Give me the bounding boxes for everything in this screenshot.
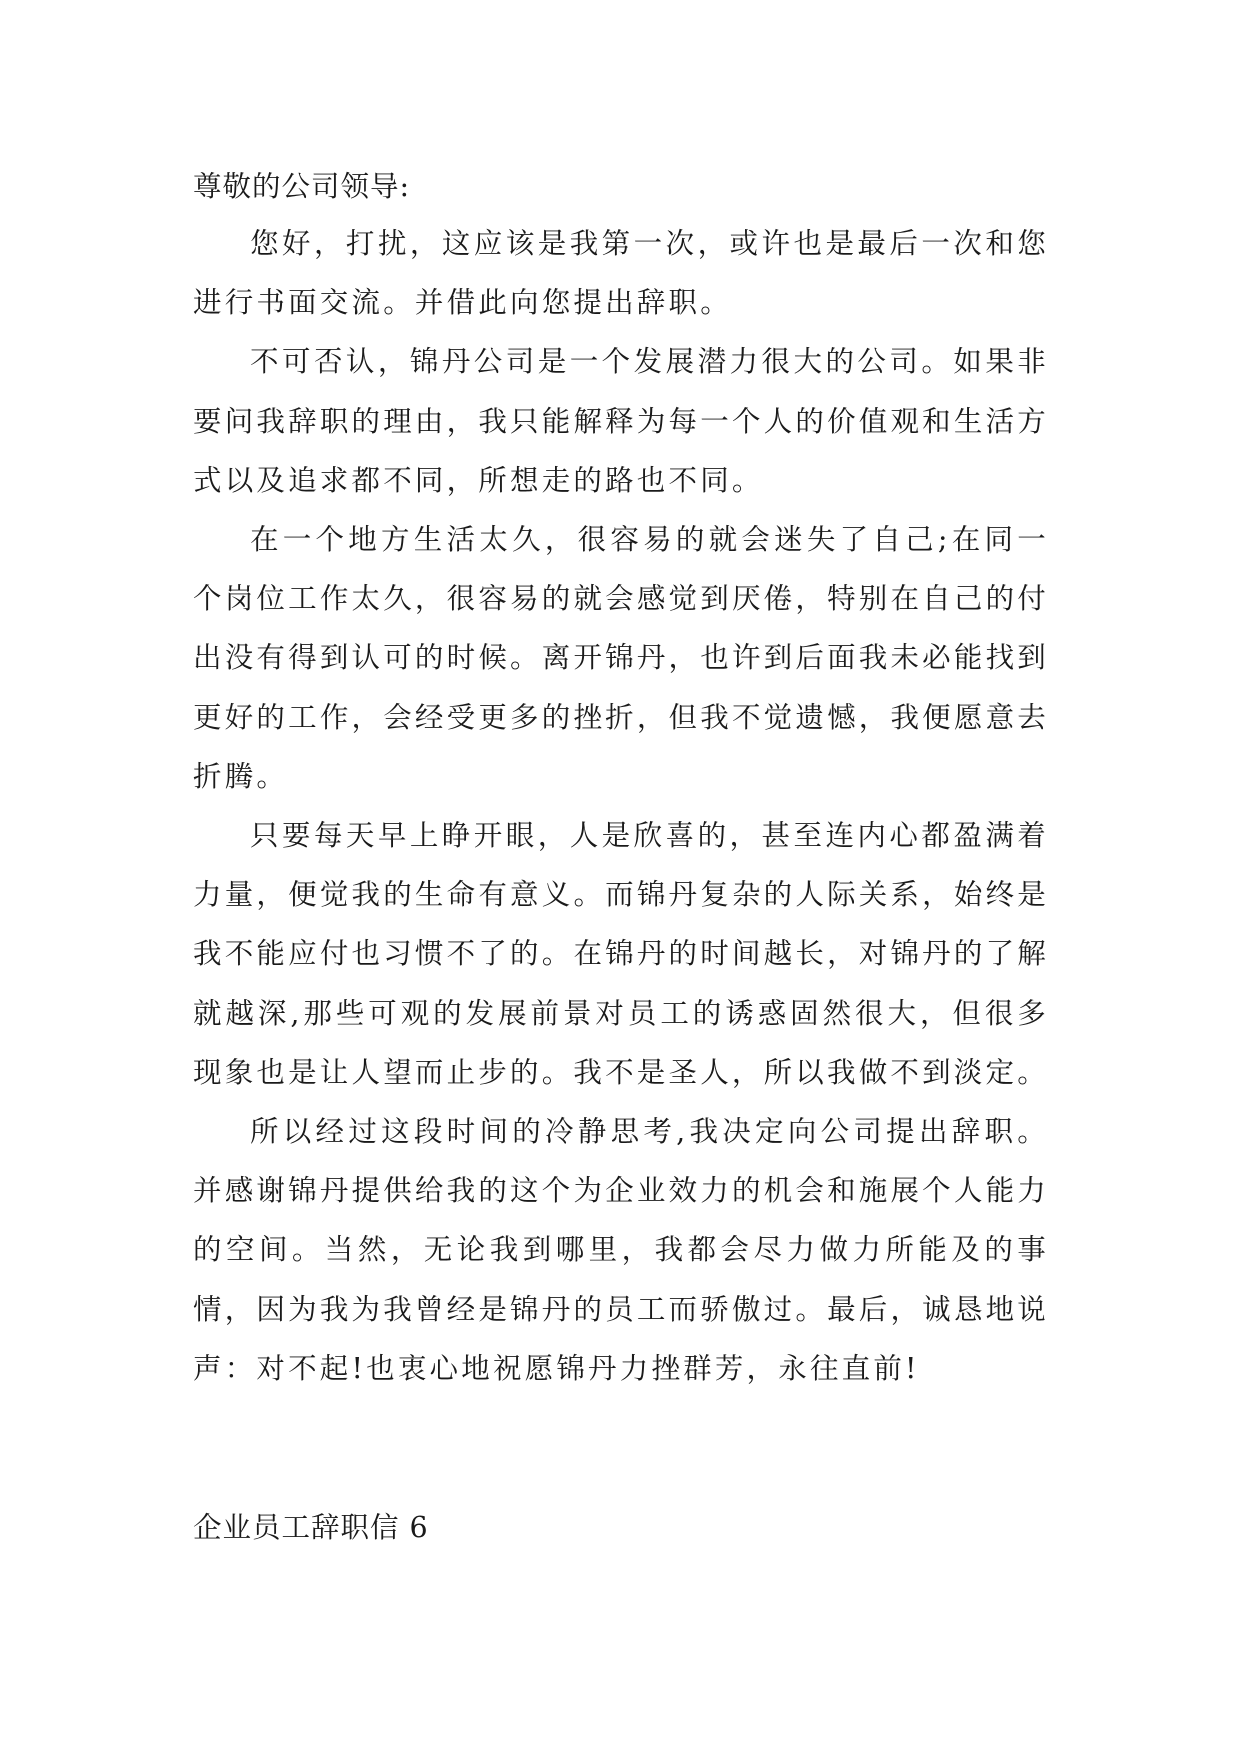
letter-body <box>193 214 1049 1398</box>
letter-salutation: 尊敬的公司领导: <box>193 170 411 203</box>
paragraph-reasons: 在一个地方生活太久，很容易的就会迷失了自己;在同一个岗位工作太久，很容易的就会感觉到厌倦，特别在自己的付出没有得到认可的时候。离开锦丹，也许到后面我未必能找到更好的工作，会经受更多的挫折，但我不觉遗憾，我便愿意去折腾。 <box>193 523 1049 793</box>
paragraph-company-potential: 不可否认，锦丹公司是一个发展潜力很大的公司。如果非要问我辞职的理由，我只能解释为每一个人的价值观和生活方式以及追求都不同，所想走的路也不同。 <box>193 345 1049 497</box>
paragraph-decision: 所以经过这段时间的冷静思考,我决定向公司提出辞职。并感谢锦丹提供给我的这个为企业效力的机会和施展个人能力的空间。当然，无论我到哪里，我都会尽力做力所能及的事情，因为我为我曾经是锦丹的员工而骄傲过。最后，诚恳地说声：对不起!也衷心地祝愿锦丹力挫群芳，永往直前! <box>193 1115 1049 1385</box>
paragraph-relationships: 只要每天早上睁开眼，人是欣喜的，甚至连内心都盈满着力量，便觉我的生命有意义。而锦丹复杂的人际关系，始终是我不能应付也习惯不了的。在锦丹的时间越长，对锦丹的了解就越深,那些可观的发展前景对员工的诱惑固然很大，但很多现象也是让人望而止步的。我不是圣人，所以我做不到淡定。 <box>193 819 1049 1089</box>
section-title: 企业员工辞职信 6 <box>193 1511 429 1544</box>
paragraph-greeting: 您好，打扰，这应该是我第一次，或许也是最后一次和您进行书面交流。并借此向您提出辞职。 <box>193 227 1049 320</box>
